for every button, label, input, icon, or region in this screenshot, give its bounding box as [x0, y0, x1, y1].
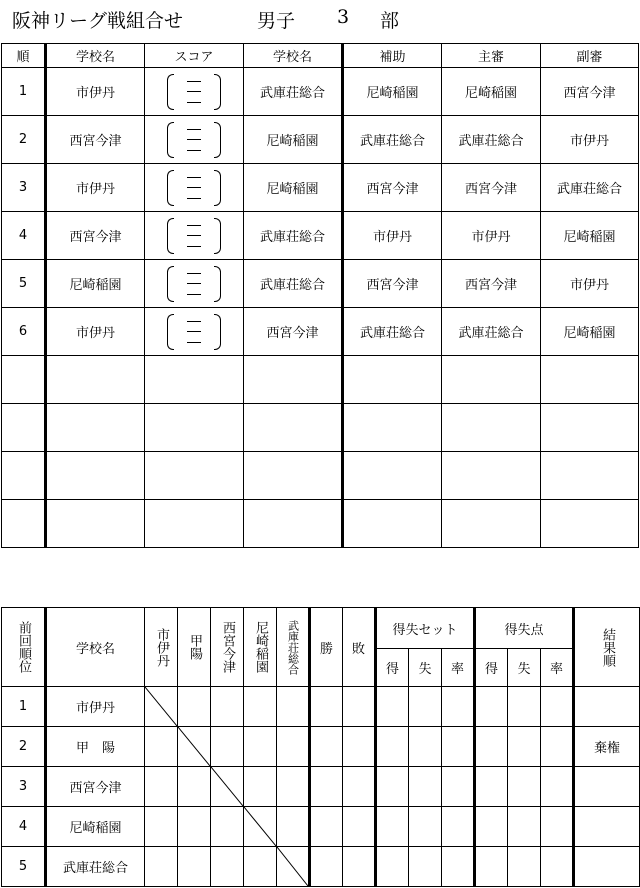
result-cell — [574, 807, 640, 847]
subheader-set-lost: 失 — [409, 649, 442, 687]
empty-cell — [442, 356, 541, 404]
match-result-cell — [211, 807, 244, 847]
title-main: 阪神リーグ戦組合せ — [12, 10, 184, 32]
header-assist: 補助 — [343, 44, 442, 68]
schedule-row — [2, 260, 639, 308]
match-team-a: 市伊丹 — [46, 308, 145, 356]
empty-cell — [244, 404, 343, 452]
empty-cell — [145, 500, 244, 548]
header-set-diff: 得失セット — [376, 608, 475, 649]
header-school-b: 学校名 — [244, 44, 343, 68]
match-result-cell — [145, 767, 178, 807]
empty-cell — [2, 452, 46, 500]
point-won-cell — [475, 807, 508, 847]
match-score — [145, 260, 244, 308]
team-prev-rank: 3 — [2, 767, 46, 807]
set-lost-cell — [409, 687, 442, 727]
header-school: 学校名 — [46, 608, 145, 687]
empty-cell — [442, 500, 541, 548]
empty-cell — [541, 356, 639, 404]
match-order: 5 — [2, 260, 46, 308]
match-order: 6 — [2, 308, 46, 356]
standings-row — [2, 807, 640, 847]
schedule-row — [2, 212, 639, 260]
header-point-diff: 得失点 — [475, 608, 574, 649]
wins-cell — [310, 767, 343, 807]
point-lost-cell — [508, 687, 541, 727]
team-name: 甲 陽 — [46, 727, 145, 767]
match-team-a: 西宮今津 — [46, 212, 145, 260]
match-result-cell — [277, 807, 310, 847]
standings-row — [2, 847, 640, 887]
schedule-header-row — [2, 44, 639, 68]
match-order: 1 — [2, 68, 46, 116]
set-ratio-cell — [442, 687, 475, 727]
match-referee: 西宮今津 — [442, 164, 541, 212]
point-ratio-cell — [541, 687, 574, 727]
set-ratio-cell — [442, 767, 475, 807]
match-result-cell — [277, 767, 310, 807]
losses-cell — [343, 727, 376, 767]
self-match-cell — [178, 727, 211, 767]
match-referee: 武庫荘総合 — [442, 116, 541, 164]
schedule-row — [2, 308, 639, 356]
empty-cell — [145, 404, 244, 452]
header-prev-rank: 前回順位 — [2, 608, 46, 687]
subheader-point-ratio: 率 — [541, 649, 574, 687]
match-referee: 西宮今津 — [442, 260, 541, 308]
match-result-cell — [244, 687, 277, 727]
match-result-cell — [178, 767, 211, 807]
empty-cell — [46, 404, 145, 452]
self-match-cell — [211, 767, 244, 807]
header-sub-referee: 副審 — [541, 44, 639, 68]
match-referee: 市伊丹 — [442, 212, 541, 260]
set-lost-cell — [409, 847, 442, 887]
losses-cell — [343, 847, 376, 887]
header-opponent-3: 西宮今津 — [211, 608, 244, 687]
point-lost-cell — [508, 727, 541, 767]
team-prev-rank: 2 — [2, 727, 46, 767]
match-result-cell — [145, 727, 178, 767]
match-team-a: 市伊丹 — [46, 68, 145, 116]
result-cell — [574, 767, 640, 807]
subheader-point-lost: 失 — [508, 649, 541, 687]
team-prev-rank: 4 — [2, 807, 46, 847]
match-referee: 武庫荘総合 — [442, 308, 541, 356]
subheader-point-won: 得 — [475, 649, 508, 687]
header-opponent-5: 武庫荘総合 — [277, 608, 310, 687]
match-assist: 西宮今津 — [343, 164, 442, 212]
standings-table — [1, 607, 640, 887]
point-lost-cell — [508, 767, 541, 807]
match-team-b: 武庫荘総合 — [244, 68, 343, 116]
point-lost-cell — [508, 847, 541, 887]
point-ratio-cell — [541, 767, 574, 807]
point-ratio-cell — [541, 727, 574, 767]
match-score — [145, 68, 244, 116]
schedule-table — [1, 43, 639, 548]
set-won-cell — [376, 847, 409, 887]
point-ratio-cell — [541, 847, 574, 887]
self-match-cell — [244, 807, 277, 847]
match-order: 2 — [2, 116, 46, 164]
empty-cell — [343, 404, 442, 452]
match-score — [145, 308, 244, 356]
standings-header-row — [2, 608, 640, 649]
losses-cell — [343, 687, 376, 727]
empty-cell — [343, 452, 442, 500]
losses-cell — [343, 767, 376, 807]
title-gender: 男子 — [257, 10, 296, 32]
header-losses: 敗 — [343, 608, 376, 687]
header-opponent-1: 市伊丹 — [145, 608, 178, 687]
result-cell: 棄権 — [574, 727, 640, 767]
empty-cell — [46, 452, 145, 500]
set-ratio-cell — [442, 807, 475, 847]
match-team-b: 西宮今津 — [244, 308, 343, 356]
match-sub-referee: 西宮今津 — [541, 68, 639, 116]
match-result-cell — [145, 807, 178, 847]
match-team-a: 尼崎稲園 — [46, 260, 145, 308]
match-result-cell — [178, 847, 211, 887]
empty-cell — [46, 500, 145, 548]
schedule-row — [2, 116, 639, 164]
wins-cell — [310, 687, 343, 727]
set-ratio-cell — [442, 727, 475, 767]
schedule-empty-row — [2, 356, 639, 404]
empty-cell — [2, 356, 46, 404]
standings-row — [2, 687, 640, 727]
empty-cell — [244, 500, 343, 548]
empty-cell — [46, 356, 145, 404]
match-team-a: 西宮今津 — [46, 116, 145, 164]
schedule-row — [2, 164, 639, 212]
match-assist: 武庫荘総合 — [343, 116, 442, 164]
result-cell — [574, 687, 640, 727]
match-result-cell — [211, 687, 244, 727]
header-score: スコア — [145, 44, 244, 68]
set-ratio-cell — [442, 847, 475, 887]
empty-cell — [145, 452, 244, 500]
team-name: 市伊丹 — [46, 687, 145, 727]
subheader-set-won: 得 — [376, 649, 409, 687]
team-prev-rank: 1 — [2, 687, 46, 727]
empty-cell — [541, 452, 639, 500]
team-name: 武庫荘総合 — [46, 847, 145, 887]
match-result-cell — [244, 727, 277, 767]
empty-cell — [2, 500, 46, 548]
standings-row — [2, 727, 640, 767]
schedule-row — [2, 68, 639, 116]
schedule-empty-row — [2, 452, 639, 500]
point-won-cell — [475, 687, 508, 727]
empty-cell — [244, 356, 343, 404]
match-team-b: 尼崎稲園 — [244, 116, 343, 164]
match-result-cell — [211, 727, 244, 767]
set-lost-cell — [409, 767, 442, 807]
losses-cell — [343, 807, 376, 847]
match-assist: 尼崎稲園 — [343, 68, 442, 116]
standings-row — [2, 767, 640, 807]
match-result-cell — [277, 727, 310, 767]
schedule-empty-row — [2, 500, 639, 548]
empty-cell — [541, 500, 639, 548]
header-school-a: 学校名 — [46, 44, 145, 68]
match-order: 4 — [2, 212, 46, 260]
empty-cell — [541, 404, 639, 452]
match-referee: 尼崎稲園 — [442, 68, 541, 116]
match-sub-referee: 市伊丹 — [541, 116, 639, 164]
set-won-cell — [376, 727, 409, 767]
match-assist: 西宮今津 — [343, 260, 442, 308]
match-team-b: 尼崎稲園 — [244, 164, 343, 212]
match-result-cell — [244, 847, 277, 887]
match-result-cell — [211, 847, 244, 887]
match-result-cell — [178, 687, 211, 727]
header-result: 結果順 — [574, 608, 640, 687]
title-division-number: 3 — [337, 6, 350, 28]
match-assist: 武庫荘総合 — [343, 308, 442, 356]
empty-cell — [442, 452, 541, 500]
header-opponent-4: 尼崎稲園 — [244, 608, 277, 687]
wins-cell — [310, 807, 343, 847]
match-result-cell — [178, 807, 211, 847]
point-lost-cell — [508, 807, 541, 847]
match-team-b: 武庫荘総合 — [244, 212, 343, 260]
self-match-cell — [277, 847, 310, 887]
set-won-cell — [376, 767, 409, 807]
match-sub-referee: 武庫荘総合 — [541, 164, 639, 212]
header-order: 順 — [2, 44, 46, 68]
match-result-cell — [244, 767, 277, 807]
subheader-set-ratio: 率 — [442, 649, 475, 687]
match-score — [145, 212, 244, 260]
match-team-b: 武庫荘総合 — [244, 260, 343, 308]
match-result-cell — [145, 847, 178, 887]
result-cell — [574, 847, 640, 887]
match-sub-referee: 市伊丹 — [541, 260, 639, 308]
header-wins: 勝 — [310, 608, 343, 687]
set-won-cell — [376, 807, 409, 847]
point-won-cell — [475, 727, 508, 767]
match-result-cell — [277, 687, 310, 727]
match-assist: 市伊丹 — [343, 212, 442, 260]
schedule-empty-row — [2, 404, 639, 452]
set-lost-cell — [409, 727, 442, 767]
empty-cell — [145, 356, 244, 404]
point-won-cell — [475, 847, 508, 887]
set-lost-cell — [409, 807, 442, 847]
empty-cell — [2, 404, 46, 452]
team-name: 尼崎稲園 — [46, 807, 145, 847]
title-division-label: 部 — [380, 10, 400, 32]
match-score — [145, 116, 244, 164]
team-name: 西宮今津 — [46, 767, 145, 807]
self-match-cell — [145, 687, 178, 727]
wins-cell — [310, 727, 343, 767]
match-team-a: 市伊丹 — [46, 164, 145, 212]
set-won-cell — [376, 687, 409, 727]
match-score — [145, 164, 244, 212]
point-won-cell — [475, 767, 508, 807]
point-ratio-cell — [541, 807, 574, 847]
empty-cell — [343, 356, 442, 404]
wins-cell — [310, 847, 343, 887]
header-opponent-2: 甲陽 — [178, 608, 211, 687]
header-referee: 主審 — [442, 44, 541, 68]
empty-cell — [244, 452, 343, 500]
team-prev-rank: 5 — [2, 847, 46, 887]
empty-cell — [442, 404, 541, 452]
match-sub-referee: 尼崎稲園 — [541, 308, 639, 356]
match-order: 3 — [2, 164, 46, 212]
match-sub-referee: 尼崎稲園 — [541, 212, 639, 260]
empty-cell — [343, 500, 442, 548]
